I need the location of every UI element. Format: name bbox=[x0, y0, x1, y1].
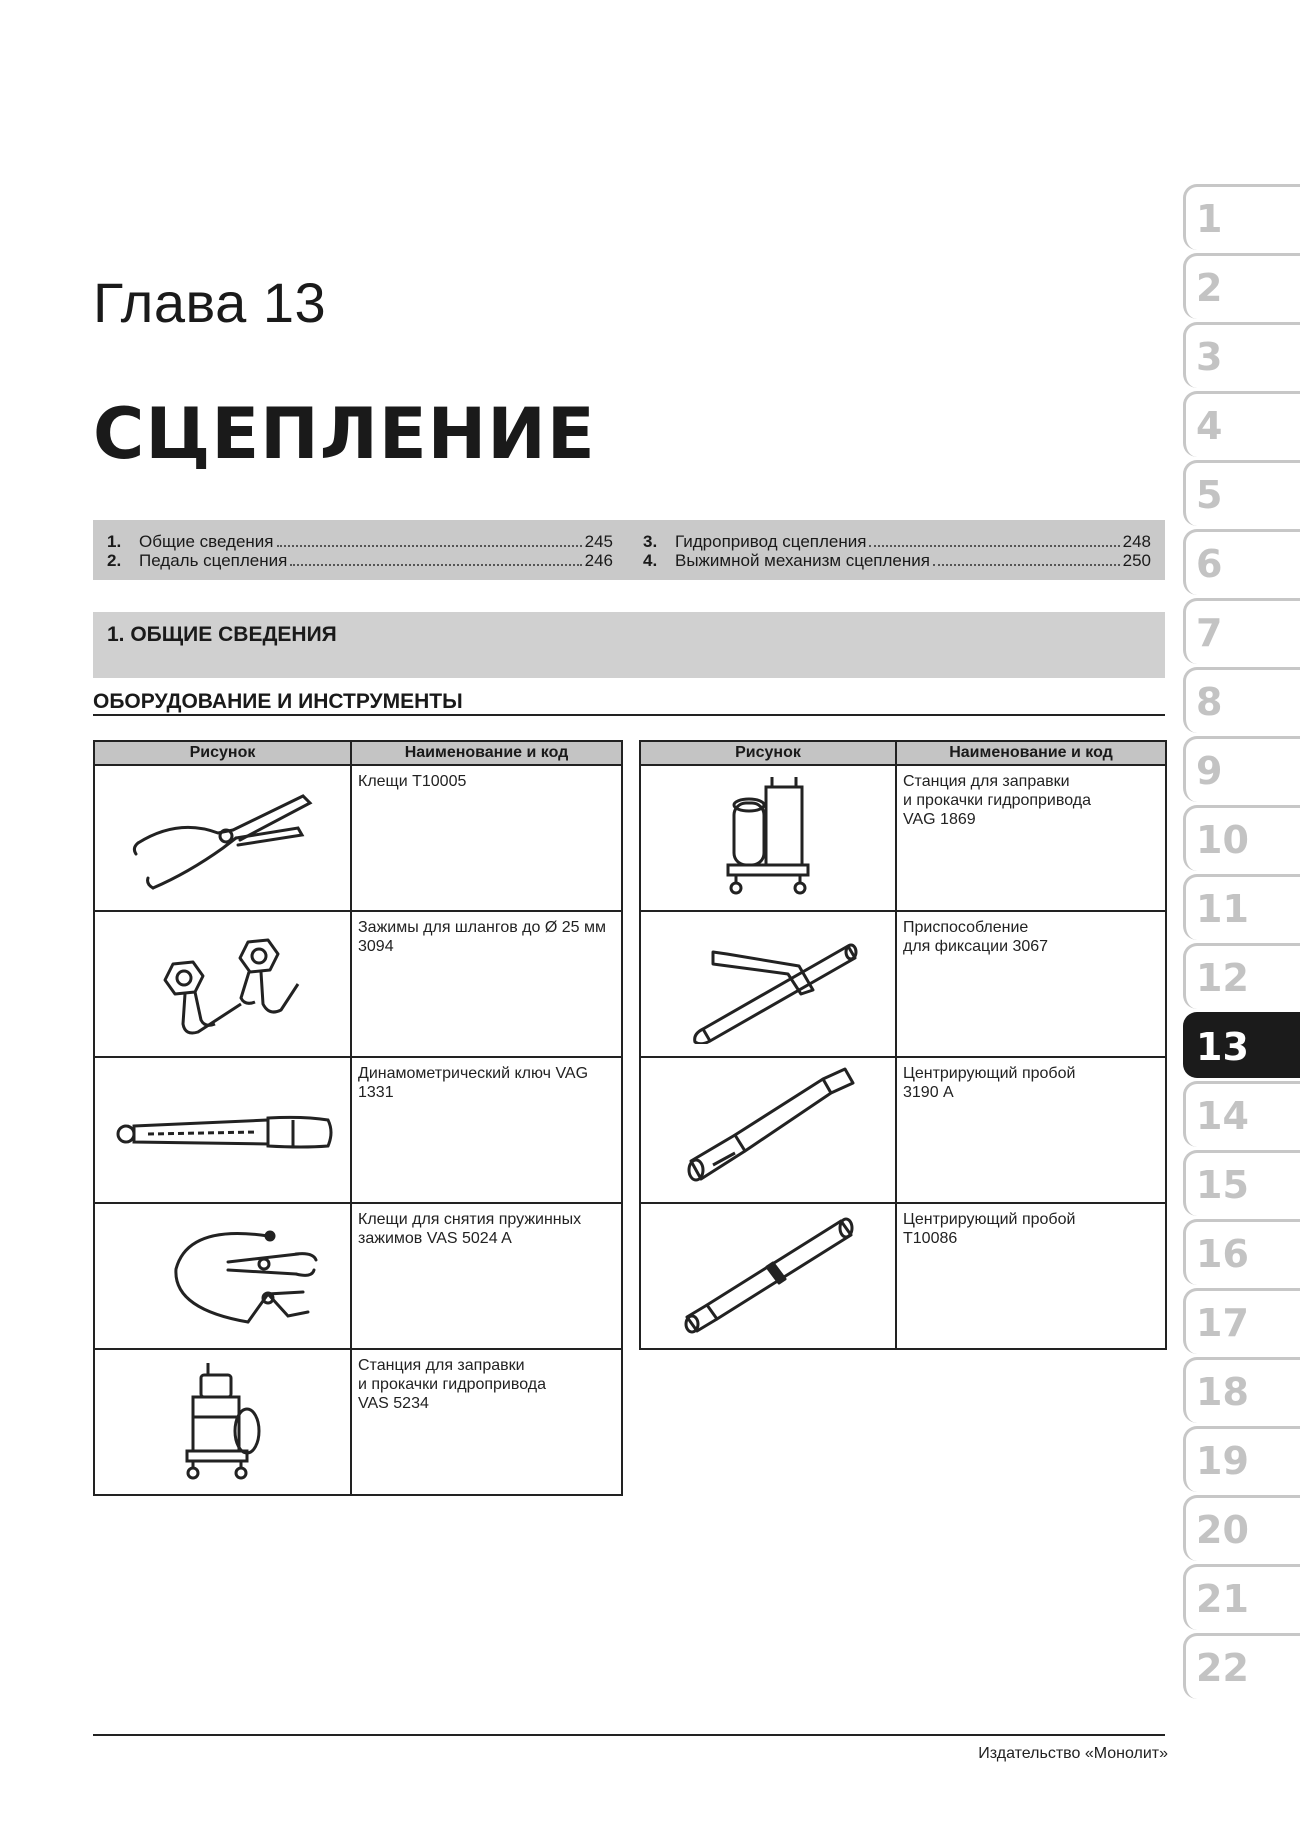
fixing-tool-icon bbox=[673, 924, 863, 1044]
toc-leader bbox=[277, 545, 582, 547]
toc-entry[interactable] bbox=[93, 532, 613, 552]
tab-label: 3 bbox=[1196, 335, 1223, 379]
table-row bbox=[94, 911, 622, 1057]
toc-entry[interactable] bbox=[93, 551, 613, 571]
table-row bbox=[94, 1057, 622, 1203]
tab-label: 21 bbox=[1196, 1577, 1249, 1621]
tab-label: 1 bbox=[1196, 197, 1223, 241]
divider bbox=[93, 714, 1165, 716]
footer-divider bbox=[93, 1734, 1165, 1736]
table-row bbox=[94, 765, 622, 911]
table-of-contents bbox=[93, 520, 1165, 580]
picture-cell bbox=[94, 765, 351, 911]
tab-chapter-3[interactable] bbox=[1183, 322, 1300, 388]
tab-label: 2 bbox=[1196, 266, 1223, 310]
picture-cell bbox=[640, 1057, 896, 1203]
tool-name: Динамометрический ключ VAG 1331 bbox=[351, 1057, 622, 1203]
tab-chapter-8[interactable] bbox=[1183, 667, 1300, 733]
toc-number: 2. bbox=[107, 551, 122, 570]
tab-label: 20 bbox=[1196, 1508, 1249, 1552]
tab-chapter-13[interactable] bbox=[1183, 1012, 1300, 1078]
centering-drift-banded-icon bbox=[673, 1211, 863, 1341]
tab-chapter-2[interactable] bbox=[1183, 253, 1300, 319]
tab-label: 18 bbox=[1196, 1370, 1249, 1414]
tab-chapter-17[interactable] bbox=[1183, 1288, 1300, 1354]
tab-chapter-11[interactable] bbox=[1183, 874, 1300, 940]
tab-label: 5 bbox=[1196, 473, 1223, 517]
toc-leader bbox=[869, 545, 1119, 547]
toc-number: 3. bbox=[643, 532, 658, 551]
toc-title: Педаль сцепления bbox=[139, 551, 288, 570]
tool-name: Центрирующий пробой 3190 A bbox=[896, 1057, 1166, 1203]
tab-label: 9 bbox=[1196, 749, 1223, 793]
tab-chapter-1[interactable] bbox=[1183, 184, 1300, 250]
tab-chapter-4[interactable] bbox=[1183, 391, 1300, 457]
tab-chapter-18[interactable] bbox=[1183, 1357, 1300, 1423]
tab-label: 22 bbox=[1196, 1646, 1249, 1690]
picture-cell bbox=[640, 911, 896, 1057]
tab-label: 11 bbox=[1196, 887, 1249, 931]
tab-chapter-15[interactable] bbox=[1183, 1150, 1300, 1216]
section-heading-bar bbox=[93, 612, 1165, 678]
tab-chapter-10[interactable] bbox=[1183, 805, 1300, 871]
picture-cell bbox=[640, 1203, 896, 1349]
toc-page: 248 bbox=[1122, 532, 1151, 551]
station-cylinder-icon bbox=[708, 773, 828, 903]
tab-label: 17 bbox=[1196, 1301, 1249, 1345]
tab-chapter-5[interactable] bbox=[1183, 460, 1300, 526]
tab-chapter-22[interactable] bbox=[1183, 1633, 1300, 1699]
tab-label: 14 bbox=[1196, 1094, 1249, 1138]
column-header-name: Наименование и код bbox=[896, 741, 1166, 765]
tab-chapter-19[interactable] bbox=[1183, 1426, 1300, 1492]
tool-name: Клещи для снятия пружинных зажимов VAS 5024 A bbox=[351, 1203, 622, 1349]
tab-chapter-12[interactable] bbox=[1183, 943, 1300, 1009]
tab-label: 10 bbox=[1196, 818, 1249, 862]
publisher-footer: Издательство «Монолит» bbox=[978, 1745, 1168, 1762]
toc-entry[interactable] bbox=[629, 551, 1151, 571]
tab-label: 19 bbox=[1196, 1439, 1249, 1483]
table-row bbox=[640, 765, 1166, 911]
column-header-name: Наименование и код bbox=[351, 741, 622, 765]
toc-leader bbox=[290, 564, 581, 566]
table-row bbox=[640, 1057, 1166, 1203]
section-title: 1. ОБЩИЕ СВЕДЕНИЯ bbox=[107, 623, 337, 646]
tab-chapter-20[interactable] bbox=[1183, 1495, 1300, 1561]
tab-chapter-16[interactable] bbox=[1183, 1219, 1300, 1285]
pliers-icon bbox=[118, 778, 328, 898]
tab-chapter-14[interactable] bbox=[1183, 1081, 1300, 1147]
tools-table-right bbox=[639, 740, 1167, 1350]
tool-name: Станция для заправки и прокачки гидропривода VAG 1869 bbox=[896, 765, 1166, 911]
toc-page: 245 bbox=[584, 532, 613, 551]
tab-label: 7 bbox=[1196, 611, 1223, 655]
chapter-label: Глава 13 bbox=[93, 271, 327, 334]
toc-title: Гидропривод сцепления bbox=[675, 532, 867, 551]
toc-page: 250 bbox=[1122, 551, 1151, 570]
chapter-title: СЦЕПЛЕНИЕ bbox=[93, 393, 596, 475]
equipment-subheading: ОБОРУДОВАНИЕ И ИНСТРУМЕНТЫ bbox=[93, 690, 463, 713]
tool-name: Клещи Т10005 bbox=[351, 765, 622, 911]
cable-pliers-icon bbox=[118, 1214, 328, 1339]
table-row bbox=[640, 1203, 1166, 1349]
toc-leader bbox=[933, 564, 1120, 566]
tools-table-left bbox=[93, 740, 623, 1496]
tab-label: 6 bbox=[1196, 542, 1223, 586]
picture-cell bbox=[94, 911, 351, 1057]
torque-wrench-icon bbox=[108, 1090, 338, 1170]
hose-clamps-icon bbox=[123, 924, 323, 1044]
tab-label: 8 bbox=[1196, 680, 1223, 724]
tab-label: 12 bbox=[1196, 956, 1249, 1000]
tab-chapter-21[interactable] bbox=[1183, 1564, 1300, 1630]
table-row bbox=[640, 911, 1166, 1057]
picture-cell bbox=[640, 765, 896, 911]
picture-cell bbox=[94, 1057, 351, 1203]
column-header-picture: Рисунок bbox=[94, 741, 351, 765]
toc-title: Общие сведения bbox=[139, 532, 274, 551]
toc-title: Выжимной механизм сцепления bbox=[675, 551, 930, 570]
tab-label: 4 bbox=[1196, 404, 1223, 448]
picture-cell bbox=[94, 1349, 351, 1495]
tab-label: 13 bbox=[1196, 1025, 1249, 1069]
tool-name: Центрирующий пробой T10086 bbox=[896, 1203, 1166, 1349]
toc-number: 4. bbox=[643, 551, 658, 570]
centering-drift-icon bbox=[673, 1065, 863, 1195]
table-row bbox=[94, 1349, 622, 1495]
tab-chapter-9[interactable] bbox=[1183, 736, 1300, 802]
toc-entry[interactable] bbox=[629, 532, 1151, 552]
column-header-picture: Рисунок bbox=[640, 741, 896, 765]
picture-cell bbox=[94, 1203, 351, 1349]
toc-number: 1. bbox=[107, 532, 122, 551]
table-row bbox=[94, 1203, 622, 1349]
tool-name: Приспособление для фиксации 3067 bbox=[896, 911, 1166, 1057]
tab-label: 16 bbox=[1196, 1232, 1249, 1276]
station-cart-icon bbox=[163, 1357, 283, 1487]
tab-chapter-7[interactable] bbox=[1183, 598, 1300, 664]
tool-name: Зажимы для шлангов до Ø 25 мм 3094 bbox=[351, 911, 622, 1057]
toc-page: 246 bbox=[584, 551, 613, 570]
tool-name: Станция для заправки и прокачки гидропривода VAS 5234 bbox=[351, 1349, 622, 1495]
tab-chapter-6[interactable] bbox=[1183, 529, 1300, 595]
tab-label: 15 bbox=[1196, 1163, 1249, 1207]
